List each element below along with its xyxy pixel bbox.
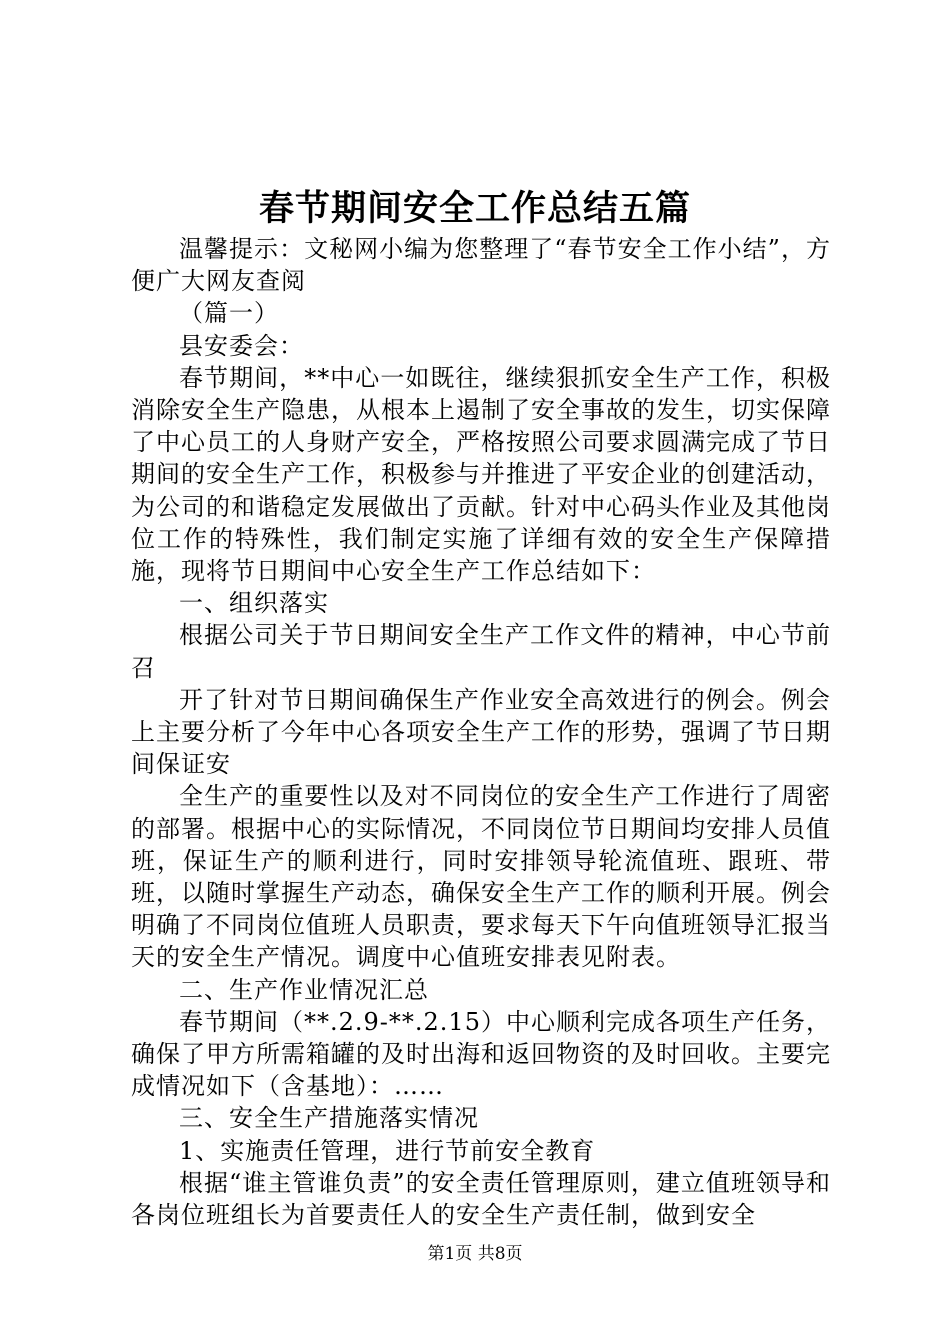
paragraph: 开了针对节日期间确保生产作业安全高效进行的例会。例会上主要分析了今年中心各项安全生产工作的形势，强调了节日期间保证安 — [131, 685, 831, 779]
paragraph-salutation: 县安委会： — [179, 331, 304, 360]
page-number-footer: 第1页 共8页 — [427, 1244, 523, 1264]
document-title: 春节期间安全工作总结五篇 — [258, 188, 691, 229]
paragraph: 根据公司关于节日期间安全生产工作文件的精神，中心节前召 — [131, 621, 831, 682]
section-heading-2: 二、生产作业情况汇总 — [179, 975, 429, 1004]
paragraph-part-label: （篇一） — [179, 299, 279, 328]
document-body — [131, 233, 831, 1231]
paragraph: 根据“谁主管谁负责”的安全责任管理原则，建立值班领导和各岗位班组长为首要责任人的安全生产责任制，做到安全 — [131, 1168, 831, 1230]
paragraph-intro: 春节期间，**中心一如既往，继续狠抓安全生产工作，积极消除安全生产隐患，从根本上遏制了安全事故的发生，切实保障了中心员工的人身财产安全，严格按照公司要求圆满完成了节日期间的安全生产工作，积极参与并推进了平安企业的创建活动，为公司的和谐稳定发展做出了贡献。针对中心码头作业及其他岗位工作的特殊性，我们制定实施了详细有效的安全生产保障措施，现将节日期间中心安全生产工作总结如下： — [131, 363, 831, 586]
sub-heading-1: 1、实施责任管理，进行节前安全教育 — [179, 1136, 596, 1165]
section-heading-1: 一、组织落实 — [179, 589, 329, 618]
paragraph: 全生产的重要性以及对不同岗位的安全生产工作进行了周密的部署。根据中心的实际情况，不同岗位节日期间均安排人员值班，保证生产的顺利进行，同时安排领导轮流值班、跟班、带班，以随时掌握生产动态，确保安全生产工作的顺利开展。例会明确了不同岗位值班人员职责，要求每天下午向值班领导汇报当天的安全生产情况。调度中心值班安排表见附表。 — [131, 782, 831, 972]
section-heading-3: 三、安全生产措施落实情况 — [179, 1104, 479, 1133]
paragraph: 春节期间（**.2.9-**.2.15）中心顺利完成各项生产任务，确保了甲方所需箱罐的及时出海和返回物资的及时回收。主要完成情况如下（含基地）：…… — [131, 1007, 831, 1101]
paragraph-notice: 温馨提示：文秘网小编为您整理了“春节安全工作小结”，方便广大网友查阅 — [131, 235, 831, 296]
